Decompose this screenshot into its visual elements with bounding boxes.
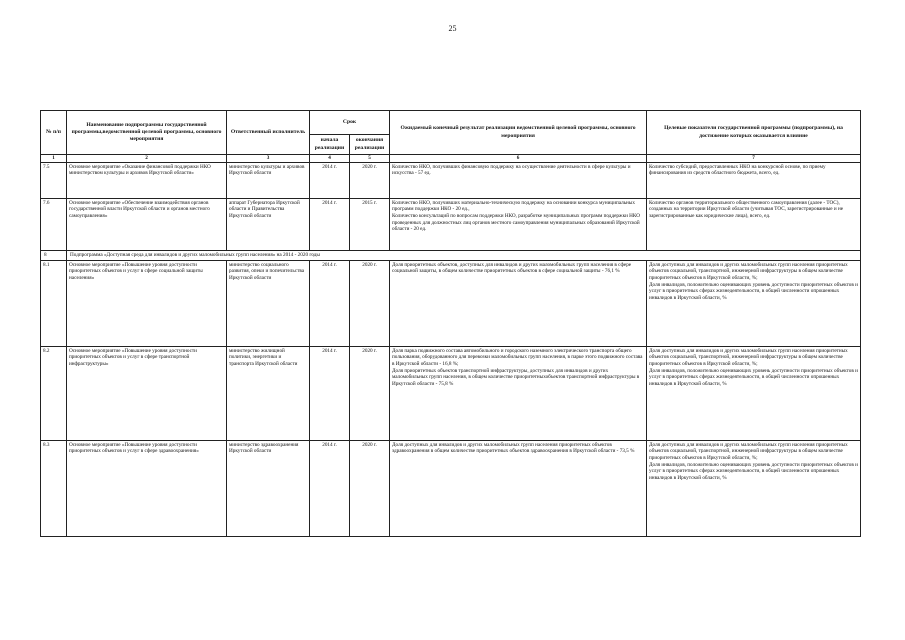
row-start: 2014 г.	[310, 346, 350, 440]
table-row	[41, 162, 861, 198]
program-table	[40, 110, 861, 537]
row-end: 2020 г.	[350, 440, 390, 536]
row-start: 2014 г.	[310, 440, 350, 536]
indicator-line: Доля доступных для инвалидов и других маломобильных групп населения приоритетных объектов социальной, транспортной, инженерной инфраструктуры в общем количестве приоритетных объектов в Иркутской области, %;	[649, 347, 848, 367]
row-result	[390, 260, 647, 346]
header-indicators: Целевые показатели государственной программы (подпрограммы), на достижение которых оказывается влияние	[647, 111, 861, 155]
row-result	[390, 162, 647, 198]
row-indicators	[647, 260, 861, 346]
row-result	[390, 198, 647, 250]
result-line: Доля приоритетных объектов, доступных для инвалидов и других маломобильных групп населения в сфере социальной защиты, в общем количестве приоритетных объектов в сфере социальной защиты - 76,1 %	[392, 261, 632, 275]
header-term-start: начала реализации	[310, 135, 350, 155]
table-header	[41, 111, 861, 163]
row-end: 2020 г.	[350, 346, 390, 440]
column-number: 3	[227, 155, 310, 163]
subprogram-row	[41, 250, 861, 260]
header-executor: Ответственный исполнитель	[227, 111, 310, 155]
row-indicators	[647, 346, 861, 440]
table-row	[41, 260, 861, 346]
row-executor: министерство социального развития, опеки и попечительства Иркутской области	[227, 260, 310, 346]
row-num: 7.5	[41, 162, 67, 198]
column-number: 6	[390, 155, 647, 163]
indicator-line: Доля инвалидов, положительно оценивающих уровень доступности приоритетных объектов и услуг в приоритетных сферах жизнедеятельности, в общей численности опрошенных инвалидов в Иркутской области, %	[649, 461, 858, 481]
row-start: 2014 г.	[310, 260, 350, 346]
row-num: 8.1	[41, 260, 67, 346]
row-name: Основное мероприятие «Повышение уровня доступности приоритетных объектов и услуг в сфере транспортной инфраструктуры»	[67, 346, 227, 440]
header-term-end: окончания реализации	[350, 135, 390, 155]
row-result	[390, 440, 647, 536]
header-num: № п/п	[41, 111, 67, 155]
subprogram-title: Подпрограмма «Доступная среда для инвалидов и других маломобильных групп населения» на 2014 - 2020 годы	[67, 250, 861, 260]
column-numbers-row	[41, 155, 861, 163]
row-name: Основное мероприятие «Оказание финансовой поддержки НКО министерством культуры и архивов Иркутской области»	[67, 162, 227, 198]
indicator-line: Количество субсидий, предоставленных НКО на конкурсной основе, по приему финансирования из средств областного бюджета, всего, ед.	[649, 163, 826, 177]
row-indicators	[647, 198, 861, 250]
table-row	[41, 346, 861, 440]
result-line: Доля приоритетных объектов транспортной инфраструктуры, доступных для инвалидов и других маломобильных групп населения, в общем количестве приоритетныхобъектов транспортной инфраструктуры в Иркутской области - 75,8 %	[392, 367, 640, 387]
row-name: Основное мероприятие «Обеспечение взаимодействия органов государственной власти Иркутской области и органов местного самоуправления»	[67, 198, 227, 250]
column-number: 4	[310, 155, 350, 163]
row-executor: аппарат Губернатора Иркутской области и Правительства Иркутской области	[227, 198, 310, 250]
indicator-line: Доля инвалидов, положительно оценивающих уровень доступности приоритетных объектов и услуг в приоритетных сферах жизнедеятельности, в общей численности опрошенных инвалидов в Иркутской области, %	[649, 281, 858, 301]
row-executor: министерство здравоохранения Иркутской области	[227, 440, 310, 536]
row-num: 7.6	[41, 198, 67, 250]
row-num: 8.3	[41, 440, 67, 536]
row-end: 2020 г.	[350, 162, 390, 198]
column-number: 1	[41, 155, 67, 163]
header-result: Ожидаемый конечный результат реализации ведомственной целевой программы, основного мероприятия	[390, 111, 647, 155]
header-name: Наименование подпрограммы государственной программы,ведомственной целевой программы, основного мероприятия	[67, 111, 227, 155]
indicator-line: Доля доступных для инвалидов и других маломобильных групп населения приоритетных объектов социальной, транспортной, инженерной инфраструктуры в общем количестве приоритетных объектов в Иркутской области, %;	[649, 441, 848, 461]
row-indicators	[647, 440, 861, 536]
column-number: 2	[67, 155, 227, 163]
subprogram-num: 8	[41, 250, 67, 260]
indicator-line: Доля доступных для инвалидов и других маломобильных групп населения приоритетных объектов социальной, транспортной, инженерной инфраструктуры в общем количестве приоритетных объектов в Иркутской области, %;	[649, 261, 848, 281]
indicator-line: Доля инвалидов, положительно оценивающих уровень доступности приоритетных объектов и услуг в приоритетных сферах жизнедеятельности, в общей численности опрошенных инвалидов в Иркутской области, %	[649, 367, 858, 387]
row-end: 2015 г.	[350, 198, 390, 250]
table-row	[41, 440, 861, 536]
result-line: Доля доступных для инвалидов и других маломобильных групп населения приоритетных объектов здравоохранения в общем количестве приоритетных объектов здравоохранения в Иркутской области - 73,5 %	[392, 441, 635, 455]
row-executor: министерство культуры и архивов Иркутской области	[227, 162, 310, 198]
column-number: 5	[350, 155, 390, 163]
result-line: Количество НКО, получивших финансовую поддержку на осуществление деятельности в сфере культуры и искусства - 57 ед.	[392, 163, 631, 177]
row-end: 2020 г.	[350, 260, 390, 346]
row-name: Основное мероприятие «Повышение уровня доступности приоритетных объектов и услуг в сфере социальной защиты населения»	[67, 260, 227, 346]
header-term: Срок	[310, 111, 390, 135]
row-executor: министерство жилищной политики, энергетики и транспорта Иркутской области	[227, 346, 310, 440]
row-result	[390, 346, 647, 440]
row-indicators	[647, 162, 861, 198]
result-line: Доля парка подвижного состава автомобильного и городского наземного электрического транспорта общего пользования, оборудованного для перевозки маломобильных групп населения, в парке этого подвижного состава в Иркутской области - 16,8 %;	[392, 347, 643, 367]
indicator-line: Количество органов территориального общественного самоуправления (далее - ТОС), созданных на территории Иркутской области (учитывая ТОС, зарегистрированные и не зарегистрированные как юридические лица), всего, ед.	[649, 199, 844, 219]
result-line: Количество консультаций по вопросам поддержки НКО, разработке муниципальных программ поддержки НКО проведенных для должностных лиц органов местного самоуправления муниципальных образований Иркутской области - 20 ед.	[392, 212, 640, 233]
column-number: 7	[647, 155, 861, 163]
page-number: 25	[448, 24, 457, 33]
row-start: 2014 г.	[310, 198, 350, 250]
table-row	[41, 198, 861, 250]
row-name: Основное мероприятие «Повышение уровня доступности приоритетных объектов и услуг в сфере здравоохранения»	[67, 440, 227, 536]
row-num: 8.2	[41, 346, 67, 440]
row-start: 2014 г.	[310, 162, 350, 198]
result-line: Количество НКО, получивших материально-техническую поддержку на основании конкурса муниципальных программ поддержки НКО - 20 ед.,	[392, 199, 635, 213]
